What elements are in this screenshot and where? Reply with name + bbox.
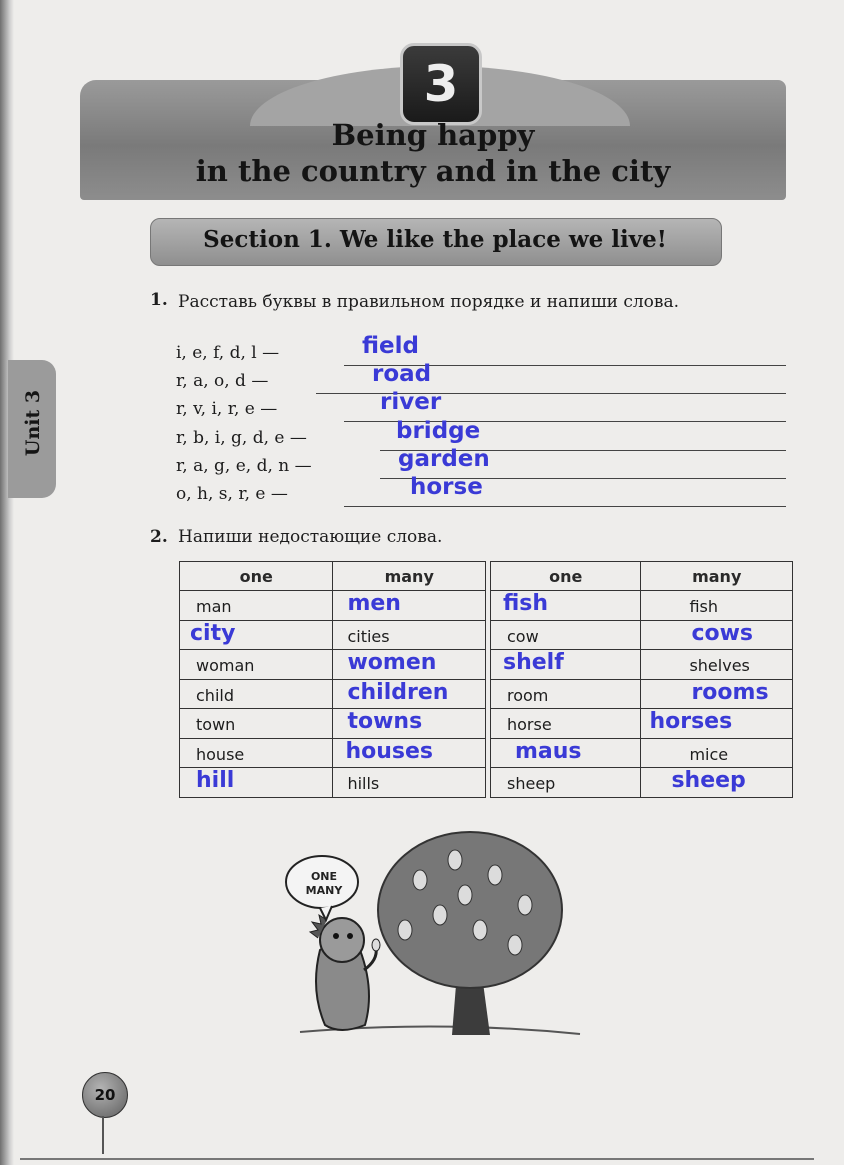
table-cell-one [491,768,641,798]
table-cell-one [180,620,333,650]
table-cell-many [641,768,793,798]
handwritten-answer: field [362,333,419,359]
table-cell-one [491,591,641,621]
table-cell-one [491,679,641,709]
table-cell-one [180,768,333,798]
exercise1-number: 1. [150,290,168,310]
table-row [180,738,486,768]
scrambled-letters: r, v, i, r, e — [176,399,278,419]
column-header-one: one [491,562,641,591]
scrambled-letters: r, a, g, e, d, n — [176,456,312,476]
speech-bubble-word-many: MANY [305,884,343,897]
handwritten-answer: women [347,650,437,676]
column-header-many: many [333,562,486,591]
printed-word: cities [347,626,390,646]
unit-number-badge: 3 [400,43,482,125]
table-row [491,650,793,680]
table-cell-one [180,650,333,680]
answer-line [344,506,786,507]
handwritten-answer: horse [410,474,483,500]
printed-word: town [196,715,236,735]
table-row [491,591,793,621]
exercise1-instruction: Расставь буквы в правильном порядке и напиши слова. [178,292,680,312]
speech-bubble-word-one: ONE [310,870,338,883]
table-row [491,679,793,709]
table-cell-many [641,709,793,739]
table-cell-many [333,620,486,650]
handwritten-answer: river [380,389,442,415]
table-cell-many [333,679,486,709]
handwritten-answer: houses [345,738,434,764]
scrambled-letters: i, e, f, d, l — [176,343,280,363]
column-header-one: one [180,562,333,591]
handwritten-answer: road [372,361,432,387]
column-header-many: many [641,562,793,591]
handwritten-answer: towns [347,709,423,735]
table-row [180,650,486,680]
scrambled-letters: o, h, s, r, e — [176,484,288,504]
table-cell-one [491,650,641,680]
handwritten-answer: cows [691,620,754,646]
printed-word: mice [689,744,729,764]
exercise1-item [176,474,788,512]
page-number-balloon: 20 [82,1072,128,1118]
handwritten-answer: horses [649,709,733,735]
scrambled-letters: r, b, i, g, d, e — [176,428,307,448]
handwritten-answer: men [347,591,401,617]
page-title-line1: Being happy [331,118,535,152]
table-row [180,768,486,798]
singular-plural-table-left [179,561,486,798]
handwritten-answer: hill [196,768,235,794]
table-row [491,709,793,739]
table-cell-one [180,679,333,709]
table-row [180,620,486,650]
table-cell-many [333,591,486,621]
table-row [491,620,793,650]
handwritten-answer: rooms [691,679,769,705]
dinosaur-and-tree-illustration [280,820,600,1050]
table-cell-one [180,738,333,768]
exercise1-item [176,389,788,427]
handwritten-answer: children [347,679,449,705]
page-bottom-line [20,1158,814,1160]
table-cell-many [641,650,793,680]
balloon-string [102,1116,104,1154]
table-cell-one [491,709,641,739]
table-cell-many [641,620,793,650]
printed-word: fish [689,597,719,617]
page-title-line2: in the country and in the city [195,154,671,188]
handwritten-answer: sheep [671,768,746,794]
exercise1-item [176,333,788,371]
printed-word: hills [347,774,380,794]
printed-word: child [196,685,234,705]
table-row [180,709,486,739]
page-edge-shadow [0,0,14,1165]
printed-word: sheep [507,774,556,794]
exercise2-number: 2. [150,527,168,547]
table-cell-many [333,650,486,680]
exercise2-instruction: Напиши недостающие слова. [178,527,443,547]
handwritten-answer: fish [503,591,549,617]
singular-plural-table-right [490,561,793,798]
printed-word: house [196,744,245,764]
handwritten-answer: shelf [503,650,564,676]
table-row [491,768,793,798]
table-cell-one [491,738,641,768]
handwritten-answer: city [190,620,236,646]
handwritten-answer: garden [398,446,490,472]
table-cell-one [180,709,333,739]
table-row [180,591,486,621]
handwritten-answer: maus [515,738,582,764]
table-cell-one [491,620,641,650]
printed-word: shelves [689,656,750,676]
printed-word: cow [507,626,539,646]
printed-word: room [507,685,549,705]
table-cell-one [180,591,333,621]
handwritten-answer: bridge [396,418,481,444]
printed-word: horse [507,715,552,735]
table-row [180,679,486,709]
table-row [491,738,793,768]
table-cell-many [333,709,486,739]
table-cell-many [641,738,793,768]
scrambled-letters: r, a, o, d — [176,371,269,391]
table-cell-many [333,768,486,798]
table-cell-many [641,679,793,709]
printed-word: woman [196,656,255,676]
table-cell-many [641,591,793,621]
exercise1-item [176,361,788,399]
unit-side-tab-label: Unit 3 [22,389,44,457]
section-title: Section 1. We like the place we live! [203,226,667,253]
table-cell-many [333,738,486,768]
printed-word: man [196,597,232,617]
